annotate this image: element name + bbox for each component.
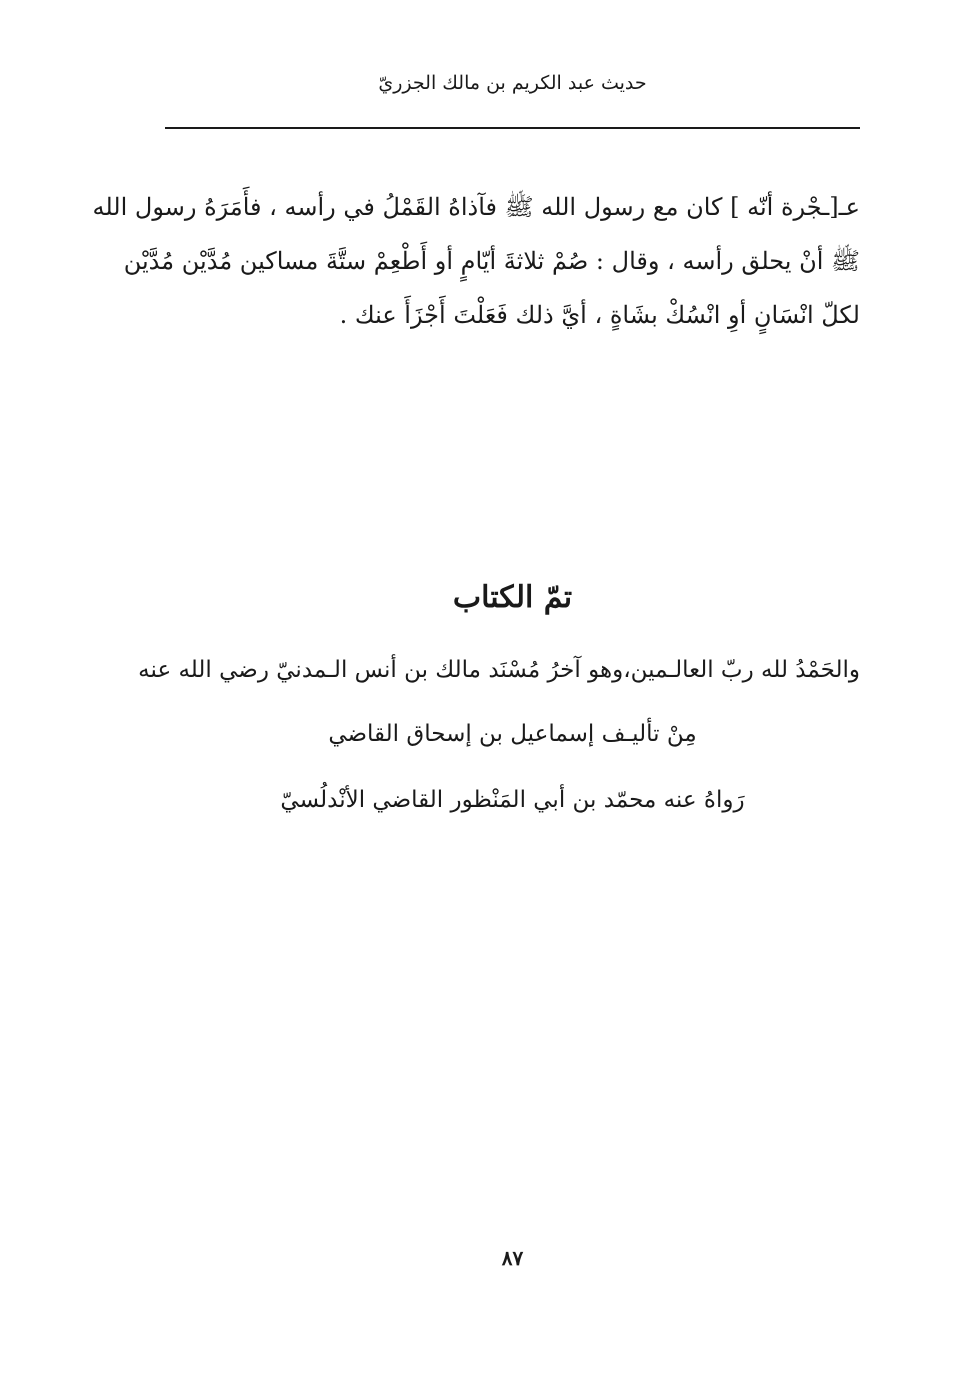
- body-paragraph: [92, 180, 860, 342]
- running-header: حديث عبد الكريم بن مالك الجزريّ: [378, 72, 647, 94]
- body-line-1: عـ[ـجْرة أنّه ] كان مع رسول الله ﷺ فآذاهُ القَمْلُ في رأسه ، فأَمَرَهُ رسول الله: [92, 193, 860, 221]
- colophon-line-3: رَواهُ عنه محمّد بن أبي المَنْظور القاضي الأنْدلُسيّ: [280, 787, 745, 813]
- colophon-title: تمّ الكتاب: [452, 580, 573, 615]
- colophon-line-1: والحَمْدُ لله ربّ العالـمين،وهو آخرُ مُسْنَد مالك بن أنس الـمدنيّ رضي الله عنه: [138, 657, 860, 683]
- body-line-2: ﷺ أنْ يحلق رأسه ، وقال : صُمْ ثلاثةَ أيّامٍ أو أَطْعِمْ ستَّةَ مساكين مُدَّيْن مُدَّيْن: [123, 247, 860, 275]
- page-number: ٨٧: [501, 1246, 524, 1270]
- colophon-line-2: مِنْ تأليـف إسماعيل بن إسحاق القاضي: [328, 721, 697, 747]
- body-line-3: لكلّ انْسَانٍ أوِ انْسُكْ بشَاةٍ ، أيَّ ذلك فَعَلْتَ أَجْزَأَ عنك .: [339, 301, 860, 329]
- header-rule: [165, 127, 860, 129]
